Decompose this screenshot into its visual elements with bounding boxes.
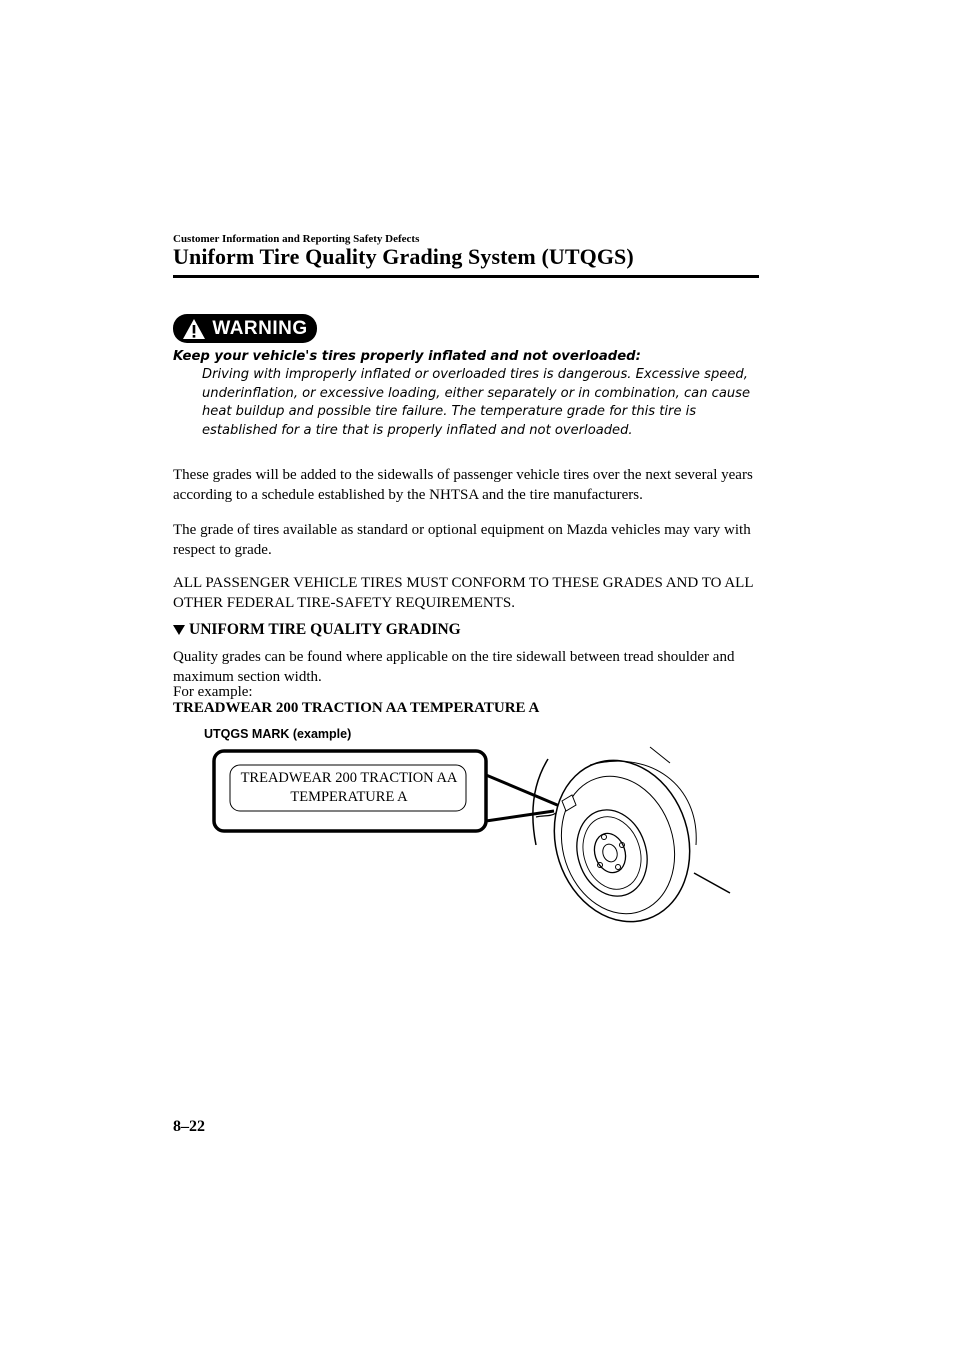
callout-line-1: TREADWEAR 200 TRACTION AA (240, 770, 458, 786)
warning-heading: Keep your vehicle's tires properly inflated and not overloaded: (173, 349, 641, 364)
figure-caption: UTQGS MARK (example) (204, 727, 352, 741)
warning-triangle-icon (182, 318, 206, 340)
section-label: Customer Information and Reporting Safety Defects (173, 233, 420, 245)
paragraph-federal-requirements: ALL PASSENGER VEHICLE TIRES MUST CONFORM TO THESE GRADES AND TO ALL OTHER FEDERAL TIRE-SAFETY REQUIREMENTS. (173, 575, 753, 611)
callout-text (226, 769, 472, 807)
page-number: 8–22 (173, 1118, 205, 1135)
subsection-heading-text: UNIFORM TIRE QUALITY GRADING (189, 621, 461, 638)
title-rule (173, 275, 759, 278)
warning-label: WARNING (212, 317, 308, 339)
example-value: TREADWEAR 200 TRACTION AA TEMPERATURE A (173, 700, 540, 716)
subsection-body: Quality grades can be found where applicable on the tire sidewall between tread shoulder and maximum section width. (173, 649, 735, 685)
triangle-down-icon (173, 624, 185, 636)
paragraph-grade-variance: The grade of tires available as standard or optional equipment on Mazda vehicles may vary with respect to grade. (173, 522, 751, 558)
example-label: For example: (173, 684, 253, 700)
subsection-heading (173, 621, 461, 639)
paragraph-sidewall-schedule: These grades will be added to the sidewalls of passenger vehicle tires over the next several years according to a schedule established by the NHTSA and the tire manufacturers. (173, 467, 753, 503)
warning-badge (173, 314, 317, 343)
callout-line-2: TEMPERATURE A (290, 789, 408, 805)
warning-body: Driving with improperly inflated or overloaded tires is dangerous. Excessive speed, underinflation, or excessive loading, either separately or in combination, can cause heat buildup and possible tire failure. The temperature grade for this tire is established for a tire that is properly inflated and not overloaded. (202, 367, 751, 438)
page-title: Uniform Tire Quality Grading System (UTQGS) (173, 244, 634, 269)
